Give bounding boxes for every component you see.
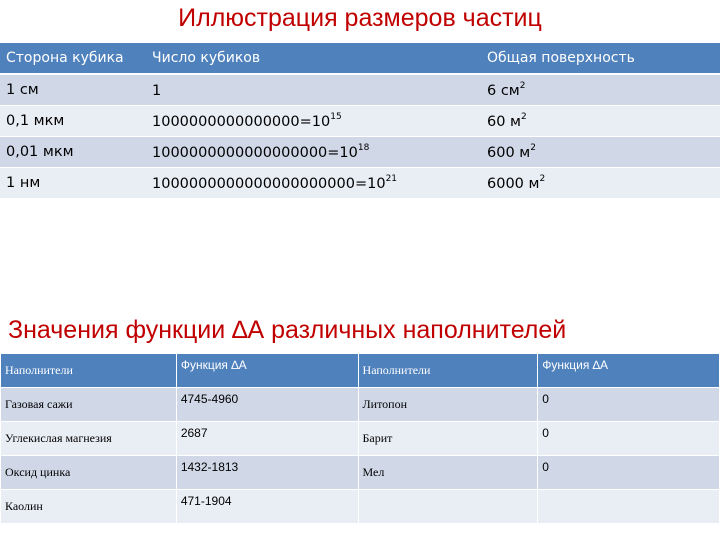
table-header-row: [0, 43, 720, 74]
surface-exponent: 2: [539, 174, 546, 184]
cube-count-cell: [146, 106, 481, 137]
function-value-cell: 0: [538, 388, 720, 422]
surface-cell: [481, 106, 720, 137]
surface-value: 60 м: [487, 114, 521, 130]
header-filler-right: Наполнители: [358, 354, 538, 388]
surface-value: 600 м: [487, 145, 531, 161]
cube-count-cell: [146, 168, 481, 199]
surface-exponent: 2: [519, 81, 526, 91]
header-cube-count: Число кубиков: [146, 43, 481, 74]
surface-exponent: 2: [530, 143, 536, 153]
header-function-left: Функция ∆А: [176, 354, 358, 388]
filler-name-cell: [358, 490, 538, 524]
cube-side-cell: 0,01 мкм: [0, 137, 146, 168]
header-function-right: Функция ∆А: [538, 354, 720, 388]
function-value-cell: 1432-1813: [176, 456, 358, 490]
filler-name-cell: Каолин: [1, 490, 177, 524]
surface-value: 6000 м: [487, 176, 540, 192]
surface-cell: [481, 74, 720, 106]
filler-function-table: [0, 353, 720, 524]
cube-count-exponent: 15: [330, 112, 342, 122]
table-row: [0, 106, 720, 137]
function-value-cell: 4745-4960: [176, 388, 358, 422]
cube-side-cell: 0,1 мкм: [0, 106, 146, 137]
particle-size-title: Иллюстрация размеров частиц: [178, 4, 542, 32]
filler-name-cell: Углекислая магнезия: [1, 422, 177, 456]
cube-count-value: 1000000000000000000=10: [152, 145, 358, 161]
header-cube-side: Сторона кубика: [0, 43, 146, 74]
cube-side-cell: 1 см: [0, 74, 146, 106]
surface-cell: [481, 168, 720, 199]
table-row: [0, 137, 720, 168]
cube-count-exponent: 21: [385, 174, 398, 184]
cube-side-cell: 1 нм: [0, 168, 146, 199]
table-row: [1, 422, 720, 456]
cube-count-value: 1: [152, 83, 162, 99]
filler-name-cell: Литопон: [358, 388, 538, 422]
cube-count-cell: [146, 137, 481, 168]
cube-count-exponent: 18: [357, 143, 370, 153]
filler-name-cell: Барит: [358, 422, 538, 456]
cube-count-cell: [146, 74, 481, 106]
table-header-row: [1, 354, 720, 388]
header-total-surface: Общая поверхность: [481, 43, 720, 74]
particle-size-table: [0, 43, 720, 199]
table-row: [1, 490, 720, 524]
function-value-cell: [538, 490, 720, 524]
table-row: [0, 74, 720, 106]
surface-exponent: 2: [521, 112, 527, 122]
header-filler-left: Наполнители: [1, 354, 177, 388]
function-value-cell: 0: [538, 456, 720, 490]
cube-count-value: 1000000000000000=10: [152, 114, 331, 130]
function-value-cell: 471-1904: [176, 490, 358, 524]
surface-value: 6 см: [487, 83, 520, 99]
filler-name-cell: Оксид цинка: [1, 456, 177, 490]
filler-name-cell: Мел: [358, 456, 538, 490]
function-value-cell: 2687: [176, 422, 358, 456]
surface-cell: [481, 137, 720, 168]
function-value-cell: 0: [538, 422, 720, 456]
filler-function-title: Значения функции ∆А различных наполнителей: [8, 316, 567, 344]
filler-name-cell: Газовая сажи: [1, 388, 177, 422]
table-row: [1, 388, 720, 422]
cube-count-value: 1000000000000000000000=10: [152, 176, 386, 192]
table-row: [1, 456, 720, 490]
table-row: [0, 168, 720, 199]
